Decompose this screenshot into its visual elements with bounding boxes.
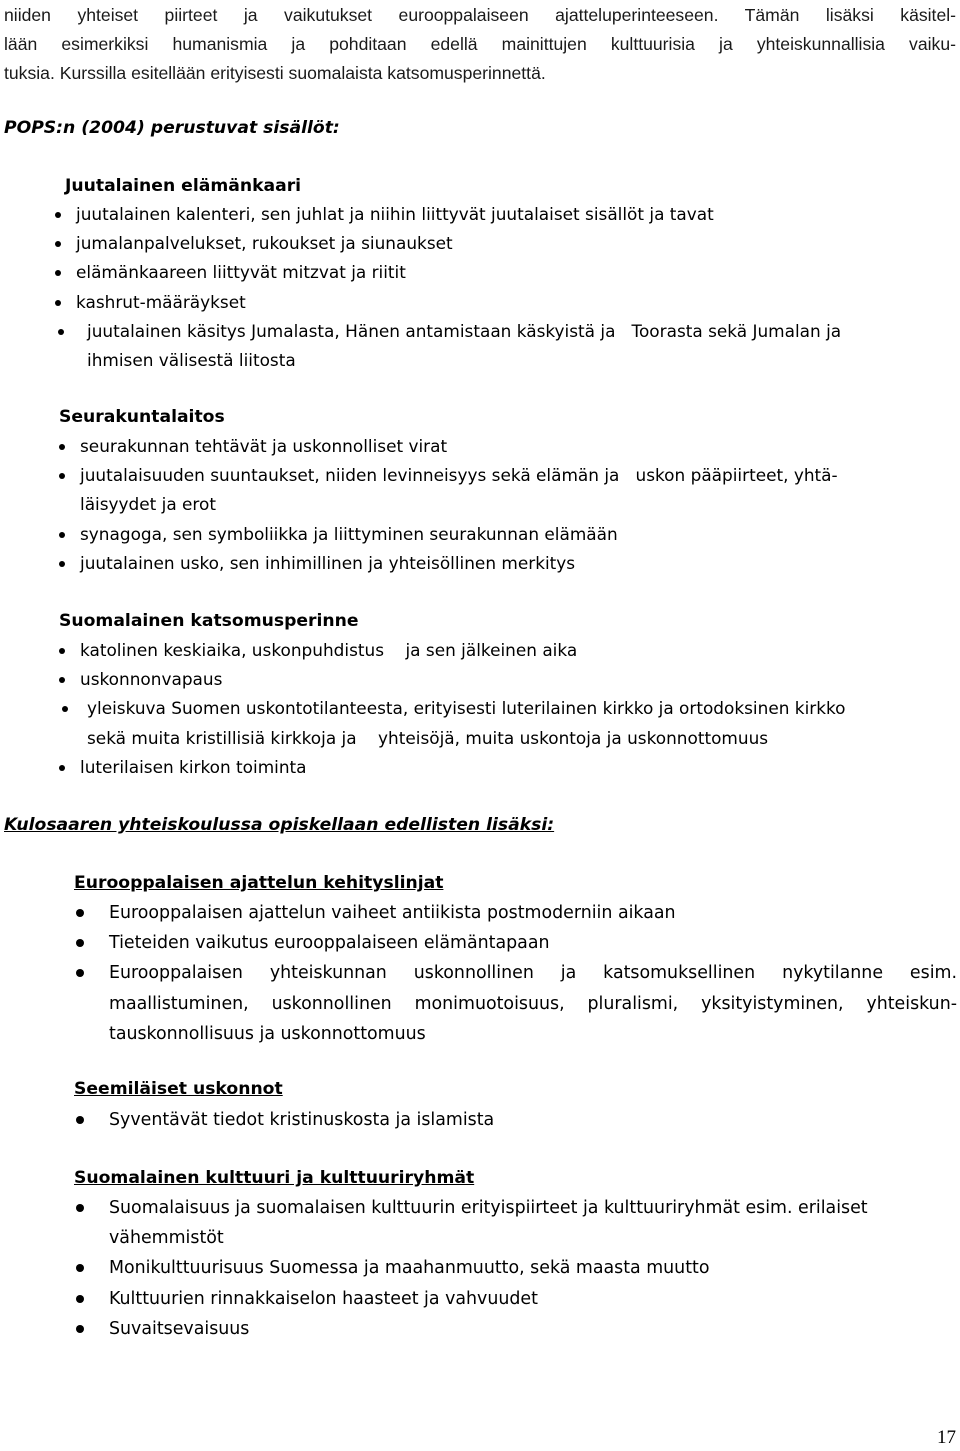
bullet-list bbox=[74, 1105, 957, 1135]
list-item: juutalainen usko, sen inhimillinen ja yhteisöllinen merkitys bbox=[59, 549, 939, 578]
list-item: Syventävät tiedot kristinuskosta ja islamista bbox=[74, 1105, 957, 1135]
bullet-list bbox=[59, 636, 954, 782]
bullet-icon bbox=[59, 561, 65, 567]
bullet-icon bbox=[76, 1116, 84, 1124]
bullet-icon bbox=[76, 1325, 84, 1333]
intro-paragraph bbox=[4, 1, 956, 88]
bullet-icon bbox=[76, 1204, 84, 1212]
page-number: 17 bbox=[937, 1427, 956, 1448]
bullet-list bbox=[74, 1193, 957, 1344]
list-item: synagoga, sen symboliikka ja liittyminen seurakunnan elämään bbox=[59, 520, 939, 549]
list-item: seurakunnan tehtävät ja uskonnolliset virat bbox=[59, 432, 939, 461]
list-item: Monikulttuurisuus Suomessa ja maahanmuutto, sekä maasta muutto bbox=[74, 1253, 957, 1283]
section-title: Seemiläiset uskonnot bbox=[74, 1079, 283, 1099]
kulosaari-heading: Kulosaaren yhteiskoulussa opiskellaan edellisten lisäksi: bbox=[4, 815, 555, 835]
bullet-list bbox=[74, 898, 957, 1049]
list-item: elämänkaareen liittyvät mitzvat ja riitit bbox=[55, 258, 955, 287]
section-title: Eurooppalaisen ajattelun kehityslinjat bbox=[74, 873, 444, 893]
section-title: Suomalainen katsomusperinne bbox=[59, 611, 359, 631]
list-item: jumalanpalvelukset, rukoukset ja siunaukset bbox=[55, 229, 955, 258]
intro-line: lään esimerkiksi humanismia ja pohditaan edellä mainittujen kulttuurisia ja yhteiskunnallisia vaiku- bbox=[4, 34, 956, 54]
bullet-icon bbox=[58, 329, 64, 335]
list-item: uskonnonvapaus bbox=[59, 665, 954, 694]
bullet-icon bbox=[59, 532, 65, 538]
pops-heading: POPS:n (2004) perustuvat sisällöt: bbox=[4, 118, 340, 138]
bullet-icon bbox=[59, 765, 65, 771]
section-title: Seurakuntalaitos bbox=[59, 407, 225, 427]
list-item: kashrut-määräykset bbox=[55, 288, 955, 317]
bullet-icon bbox=[76, 909, 84, 917]
list-item: juutalainen käsitys Jumalasta, Hänen antamistaan käskyistä ja Toorasta sekä Jumalan ja ihmisen välisestä liitosta bbox=[55, 317, 955, 375]
bullet-icon bbox=[59, 444, 65, 450]
list-item: juutalainen kalenteri, sen juhlat ja niihin liittyvät juutalaiset sisällöt ja tavat bbox=[55, 200, 955, 229]
section-title: Juutalainen elämänkaari bbox=[65, 176, 302, 196]
list-item: Suvaitsevaisuus bbox=[74, 1314, 957, 1344]
list-item: luterilaisen kirkon toiminta bbox=[59, 753, 954, 782]
list-item: Eurooppalaisen yhteiskunnan uskonnollinen ja katsomuksellinen nykytilanne esim. maallistuminen, uskonnollinen monimuotoisuus, pluralismi, yksityistyminen, yhteiskun- tauskonnollisuus ja uskonnottomuus bbox=[74, 958, 957, 1049]
list-item: Kulttuurien rinnakkaiselon haasteet ja vahvuudet bbox=[74, 1284, 957, 1314]
bullet-icon bbox=[55, 212, 61, 218]
bullet-list bbox=[55, 200, 955, 375]
intro-line: niiden yhteiset piirteet ja vaikutukset eurooppalaiseen ajatteluperinteeseen. Tämän lisäksi käsitel- bbox=[4, 5, 956, 25]
list-item: juutalaisuuden suuntaukset, niiden levinneisyys sekä elämän ja uskon pääpiirteet, yhtä- läisyydet ja erot bbox=[59, 461, 939, 519]
list-item: katolinen keskiaika, uskonpuhdistus ja sen jälkeinen aika bbox=[59, 636, 954, 665]
list-item: Tieteiden vaikutus eurooppalaiseen elämäntapaan bbox=[74, 928, 957, 958]
list-item: yleiskuva Suomen uskontotilanteesta, erityisesti luterilainen kirkko ja ortodoksinen kirkko sekä muita kristillisiä kirkkoja ja yhteisöjä, muita uskontoja ja uskonnottomuus bbox=[59, 694, 954, 752]
intro-line: tuksia. Kurssilla esitellään erityisesti suomalaista katsomusperinnettä. bbox=[4, 63, 546, 83]
list-item: Suomalaisuus ja suomalaisen kulttuurin erityispiirteet ja kulttuuriryhmät esim. erilaiset vähemmistöt bbox=[74, 1193, 957, 1253]
bullet-icon bbox=[59, 648, 65, 654]
bullet-icon bbox=[76, 1295, 84, 1303]
bullet-icon bbox=[55, 300, 61, 306]
list-item: Eurooppalaisen ajattelun vaiheet antiikista postmoderniin aikaan bbox=[74, 898, 957, 928]
bullet-list bbox=[59, 432, 939, 578]
section-title: Suomalainen kulttuuri ja kulttuuriryhmät bbox=[74, 1168, 475, 1188]
